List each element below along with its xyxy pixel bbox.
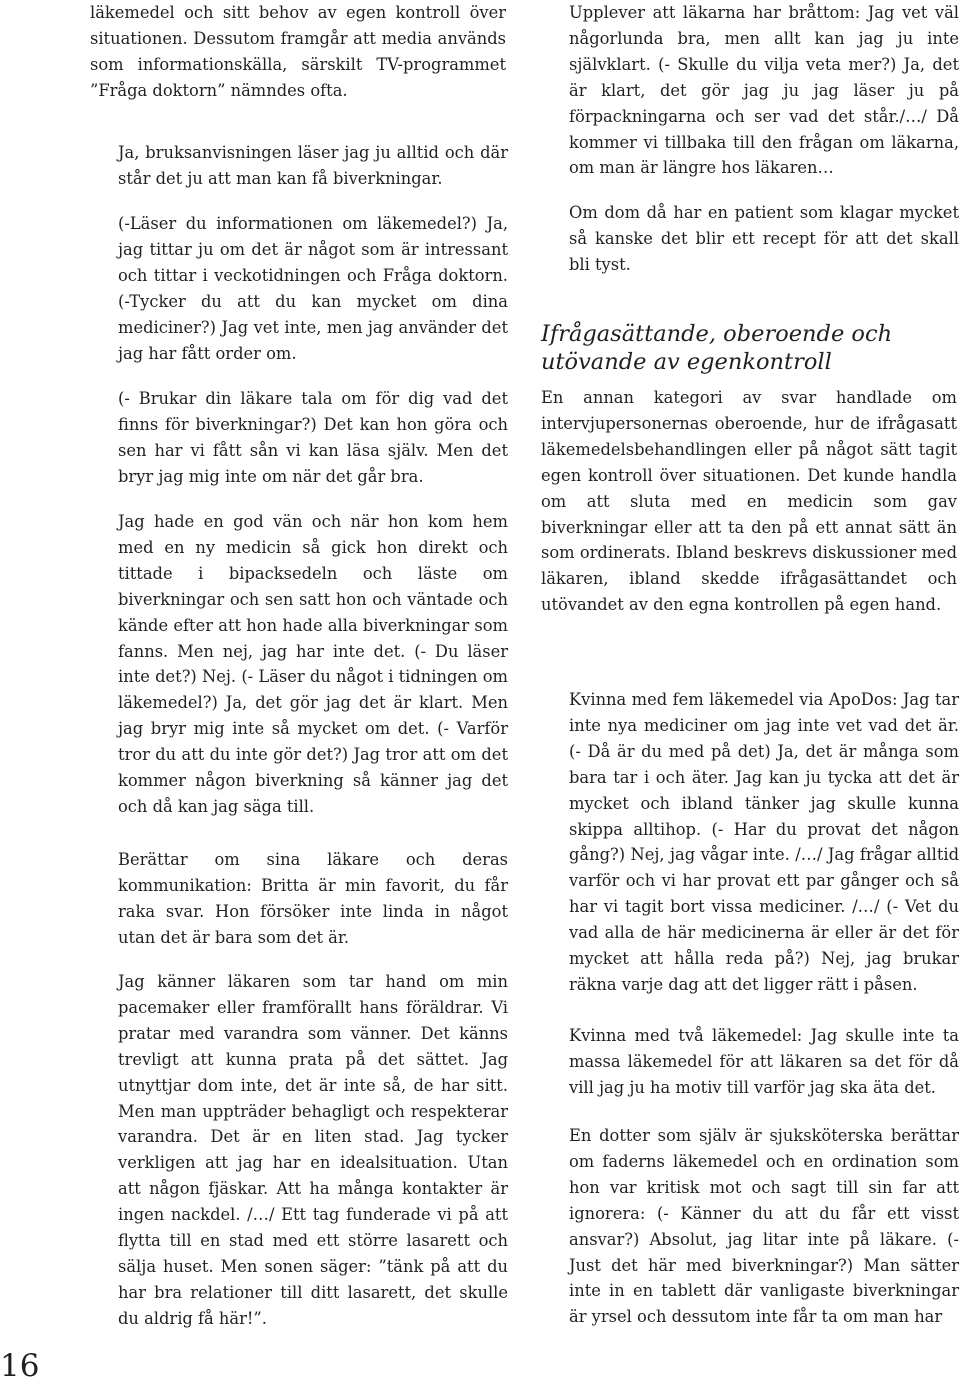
interview-quote: Jag hade en god vän och när hon kom hem med en ny medicin så gick hon direkt och tittade i bipacksedeln och läste om biverkningar och sen satt hon och väntade och kände efter att hon hade alla biverkningar som fanns. Men nej, jag har inte det. (- Du läser inte det?) Nej. (- Läser du något i tidningen om läkemedel?) Ja, det gör jag det är klart. Men jag bryr mig inte så mycket om det. (- Varför tror du att du inte gör det?) Jag tror att om det kommer någon biverkning så känner jag det och då kan jag säga till. <box>118 512 508 816</box>
interview-quote: Jag känner läkaren som tar hand om min pacemaker eller framförallt hans föräldrar. Vi pratar med varandra som vänner. Det känns trevligt att kunna prata på det sättet. Jag utnyttjar dom inte, det är inte så, de har sitt. Men man uppträder behagligt och respekterar varandra. Det är en liten stad. Jag tycker verkligen att jag har en idealsituation. Utan att någon fjäskar. Att ha många kontakter är ingen nackdel. /…/ Ett tag funderade vi på att flytta till en stad med ett större lasarett och sälja huset. Men sonen säger: ”tänk på att du har bra relationer till ditt lasarett, det skulle du aldrig få här!”. <box>118 972 508 1328</box>
section-heading: Ifrågasättande, oberoende och utövande av egenkontroll <box>541 321 893 375</box>
interview-quote: Om dom då har en patient som klagar mycket så kanske det blir ett recept för att det skall bli tyst. <box>569 203 959 274</box>
section-body-paragraph: En annan kategori av svar handlade om intervjupersonernas oberoende, hur de ifrågasatt läkemedelsbehandlingen eller på något sätt tagit egen kontroll över situationen. Det kunde handla om att sluta med en medicin som gav biverkningar eller att ta den på ett annat sätt än som ordinerats. Ibland beskrevs diskussioner med läkaren, ibland skedde ifrågasättandet och utövandet av den egna kontrollen på egen hand. <box>541 388 957 615</box>
interview-quote: En dotter som själv är sjuksköterska berättar om faderns läkemedel och en ordination som hon var kritisk mot och sagt till sin far att ignorera: (- Känner du att du får ett visst ansvar?) Absolut, jag litar inte på läkare. (- Just det här med biverkningar?) Man sätter inte in en tablett där vanligaste biverkningar är yrsel och dessutom inte får ta om man har <box>569 1126 959 1327</box>
interview-quote: Ja, bruksanvisningen läser jag ju alltid och där står det ju att man kan få biverkningar. <box>118 143 508 188</box>
left-intro-paragraph: läkemedel och sitt behov av egen kontroll över situationen. Dessutom framgår att media används som informationskälla, särskilt TV-programmet ”Fråga doktorn” nämndes ofta. <box>90 3 506 100</box>
interview-quote: Kvinna med fem läkemedel via ApoDos: Jag tar inte nya mediciner om jag inte vet vad det är. (- Då är du med på det) Ja, det är många som bara tar i och äter. Jag kan ju tycka att det är mycket och ibland tänker jag skulle kunna skippa alltihop. (- Har du provat det någon gång?) Nej, jag vågar inte. /…/ Jag frågar alltid varför och vi har provat ett par gånger och så har vi tagit bort vissa mediciner. /…/ (- Vet du vad alla de här medicinerna är eller är det för mycket att hålla reda på?) Nej, jag brukar räkna varje dag att det ligger rätt i påsen. <box>569 690 959 994</box>
page-number: 16 <box>0 1348 40 1384</box>
interview-quote: Berättar om sina läkare och deras kommunikation: Britta är min favorit, du får raka svar. Hon försöker inte linda in något utan det är bara som det är. <box>118 850 508 947</box>
interview-quote: Upplever att läkarna har bråttom: Jag vet väl någorlunda bra, men allt kan jag ju inte självklart. (- Skulle du vilja veta mer?) Ja, det är klart, det gör jag ju jag läser ju på förpackningarna och ser vad det står./…/ Då kommer vi tillbaka till den frågan om läkarna, om man är längre hos läkaren… <box>569 3 959 178</box>
interview-quote: Kvinna med två läkemedel: Jag skulle inte ta massa läkemedel för att läkaren sa det för då vill jag ju ha motiv till varför jag ska äta det. <box>569 1026 959 1097</box>
interview-quote: (- Brukar din läkare tala om för dig vad det finns för biverkningar?) Det kan hon göra och sen har vi fått sån vi kan läsa själv. Men det bryr jag mig inte om när det går bra. <box>118 389 508 486</box>
interview-quote: (-Läser du informationen om läkemedel?) Ja, jag tittar ju om det är något som är intressant och tittar i veckotidningen och Fråga doktorn. (-Tycker du att du kan mycket om dina mediciner?) Jag vet inte, men jag använder det jag har fått order om. <box>118 214 508 363</box>
